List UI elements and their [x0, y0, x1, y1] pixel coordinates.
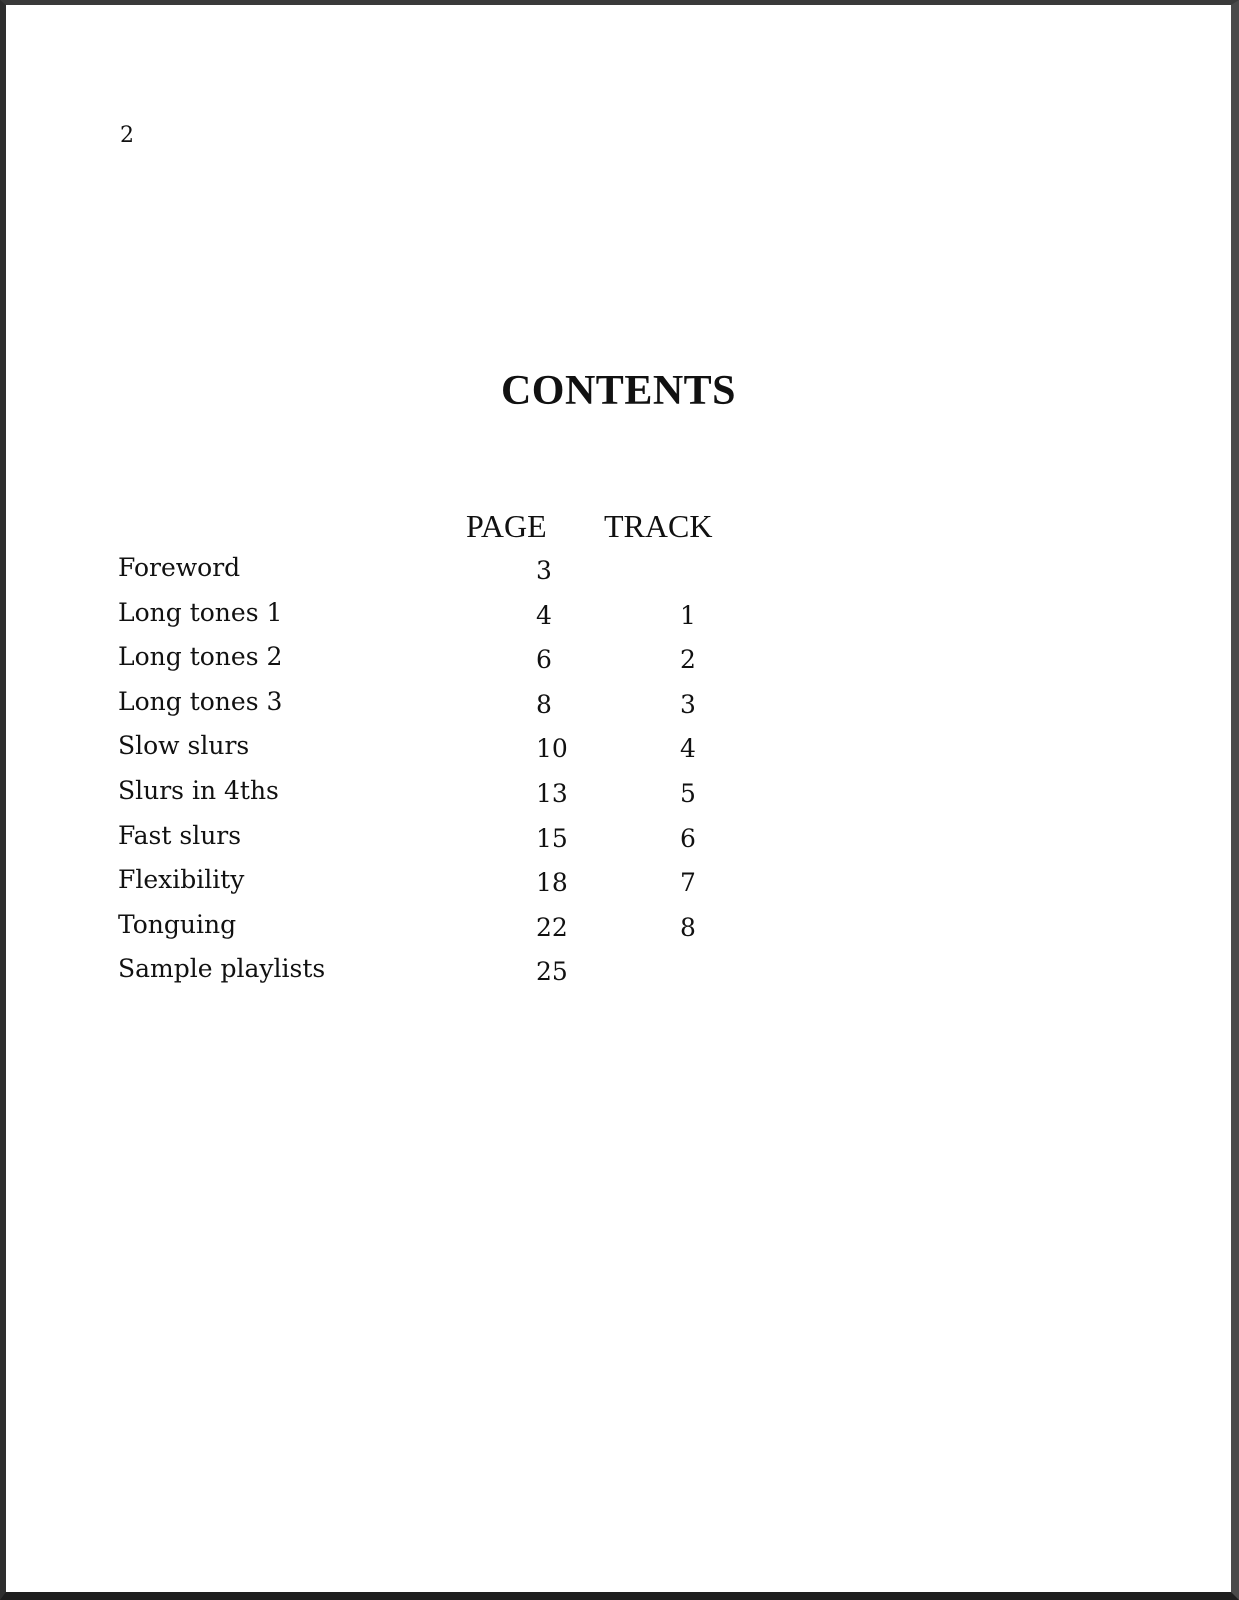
toc-entry-page: 15	[536, 823, 568, 853]
toc-entry-page: 25	[536, 957, 568, 987]
toc-entry-page: 4	[536, 600, 552, 630]
toc-entry-track: 3	[680, 689, 696, 719]
toc-entry-page: 8	[536, 689, 552, 719]
toc-entry-label: Long tones 1	[118, 597, 283, 627]
toc-row	[118, 776, 818, 821]
toc-entry-label: Slurs in 4ths	[118, 775, 279, 805]
column-header-page: PAGE	[466, 508, 547, 544]
toc-row	[118, 865, 818, 910]
toc-entry-label: Tonguing	[118, 909, 237, 939]
toc-entry-label: Foreword	[118, 553, 241, 582]
toc-entry-page: 18	[536, 868, 568, 898]
toc-row	[118, 954, 818, 999]
page-number: 2	[120, 123, 134, 148]
toc-row	[118, 553, 818, 598]
toc-entry-label: Long tones 3	[118, 686, 283, 716]
column-header-track: TRACK	[604, 508, 713, 544]
toc-row	[118, 687, 818, 732]
table-of-contents	[118, 553, 818, 999]
toc-entry-track: 5	[680, 778, 696, 808]
toc-entry-track: 7	[680, 868, 696, 898]
toc-entry-track: 8	[680, 912, 696, 942]
toc-entry-page: 22	[536, 912, 568, 942]
toc-row	[118, 910, 818, 955]
toc-entry-page: 10	[536, 734, 568, 764]
toc-row	[118, 642, 818, 687]
toc-entry-label: Sample playlists	[118, 954, 326, 984]
toc-entry-track: 1	[680, 600, 696, 630]
toc-entry-label: Long tones 2	[118, 642, 283, 672]
toc-entry-page: 3	[536, 556, 552, 585]
toc-entry-label: Flexibility	[118, 865, 245, 895]
toc-entry-label: Slow slurs	[118, 731, 250, 761]
toc-entry-label: Fast slurs	[118, 820, 242, 850]
toc-row	[118, 731, 818, 776]
toc-entry-page: 6	[536, 645, 552, 675]
toc-row	[118, 598, 818, 643]
toc-entry-page: 13	[536, 778, 568, 808]
toc-entry-track: 6	[680, 823, 696, 853]
toc-entry-track: 4	[680, 734, 696, 764]
page-title: CONTENTS	[500, 368, 737, 414]
toc-entry-track: 2	[680, 645, 696, 675]
toc-row	[118, 821, 818, 866]
